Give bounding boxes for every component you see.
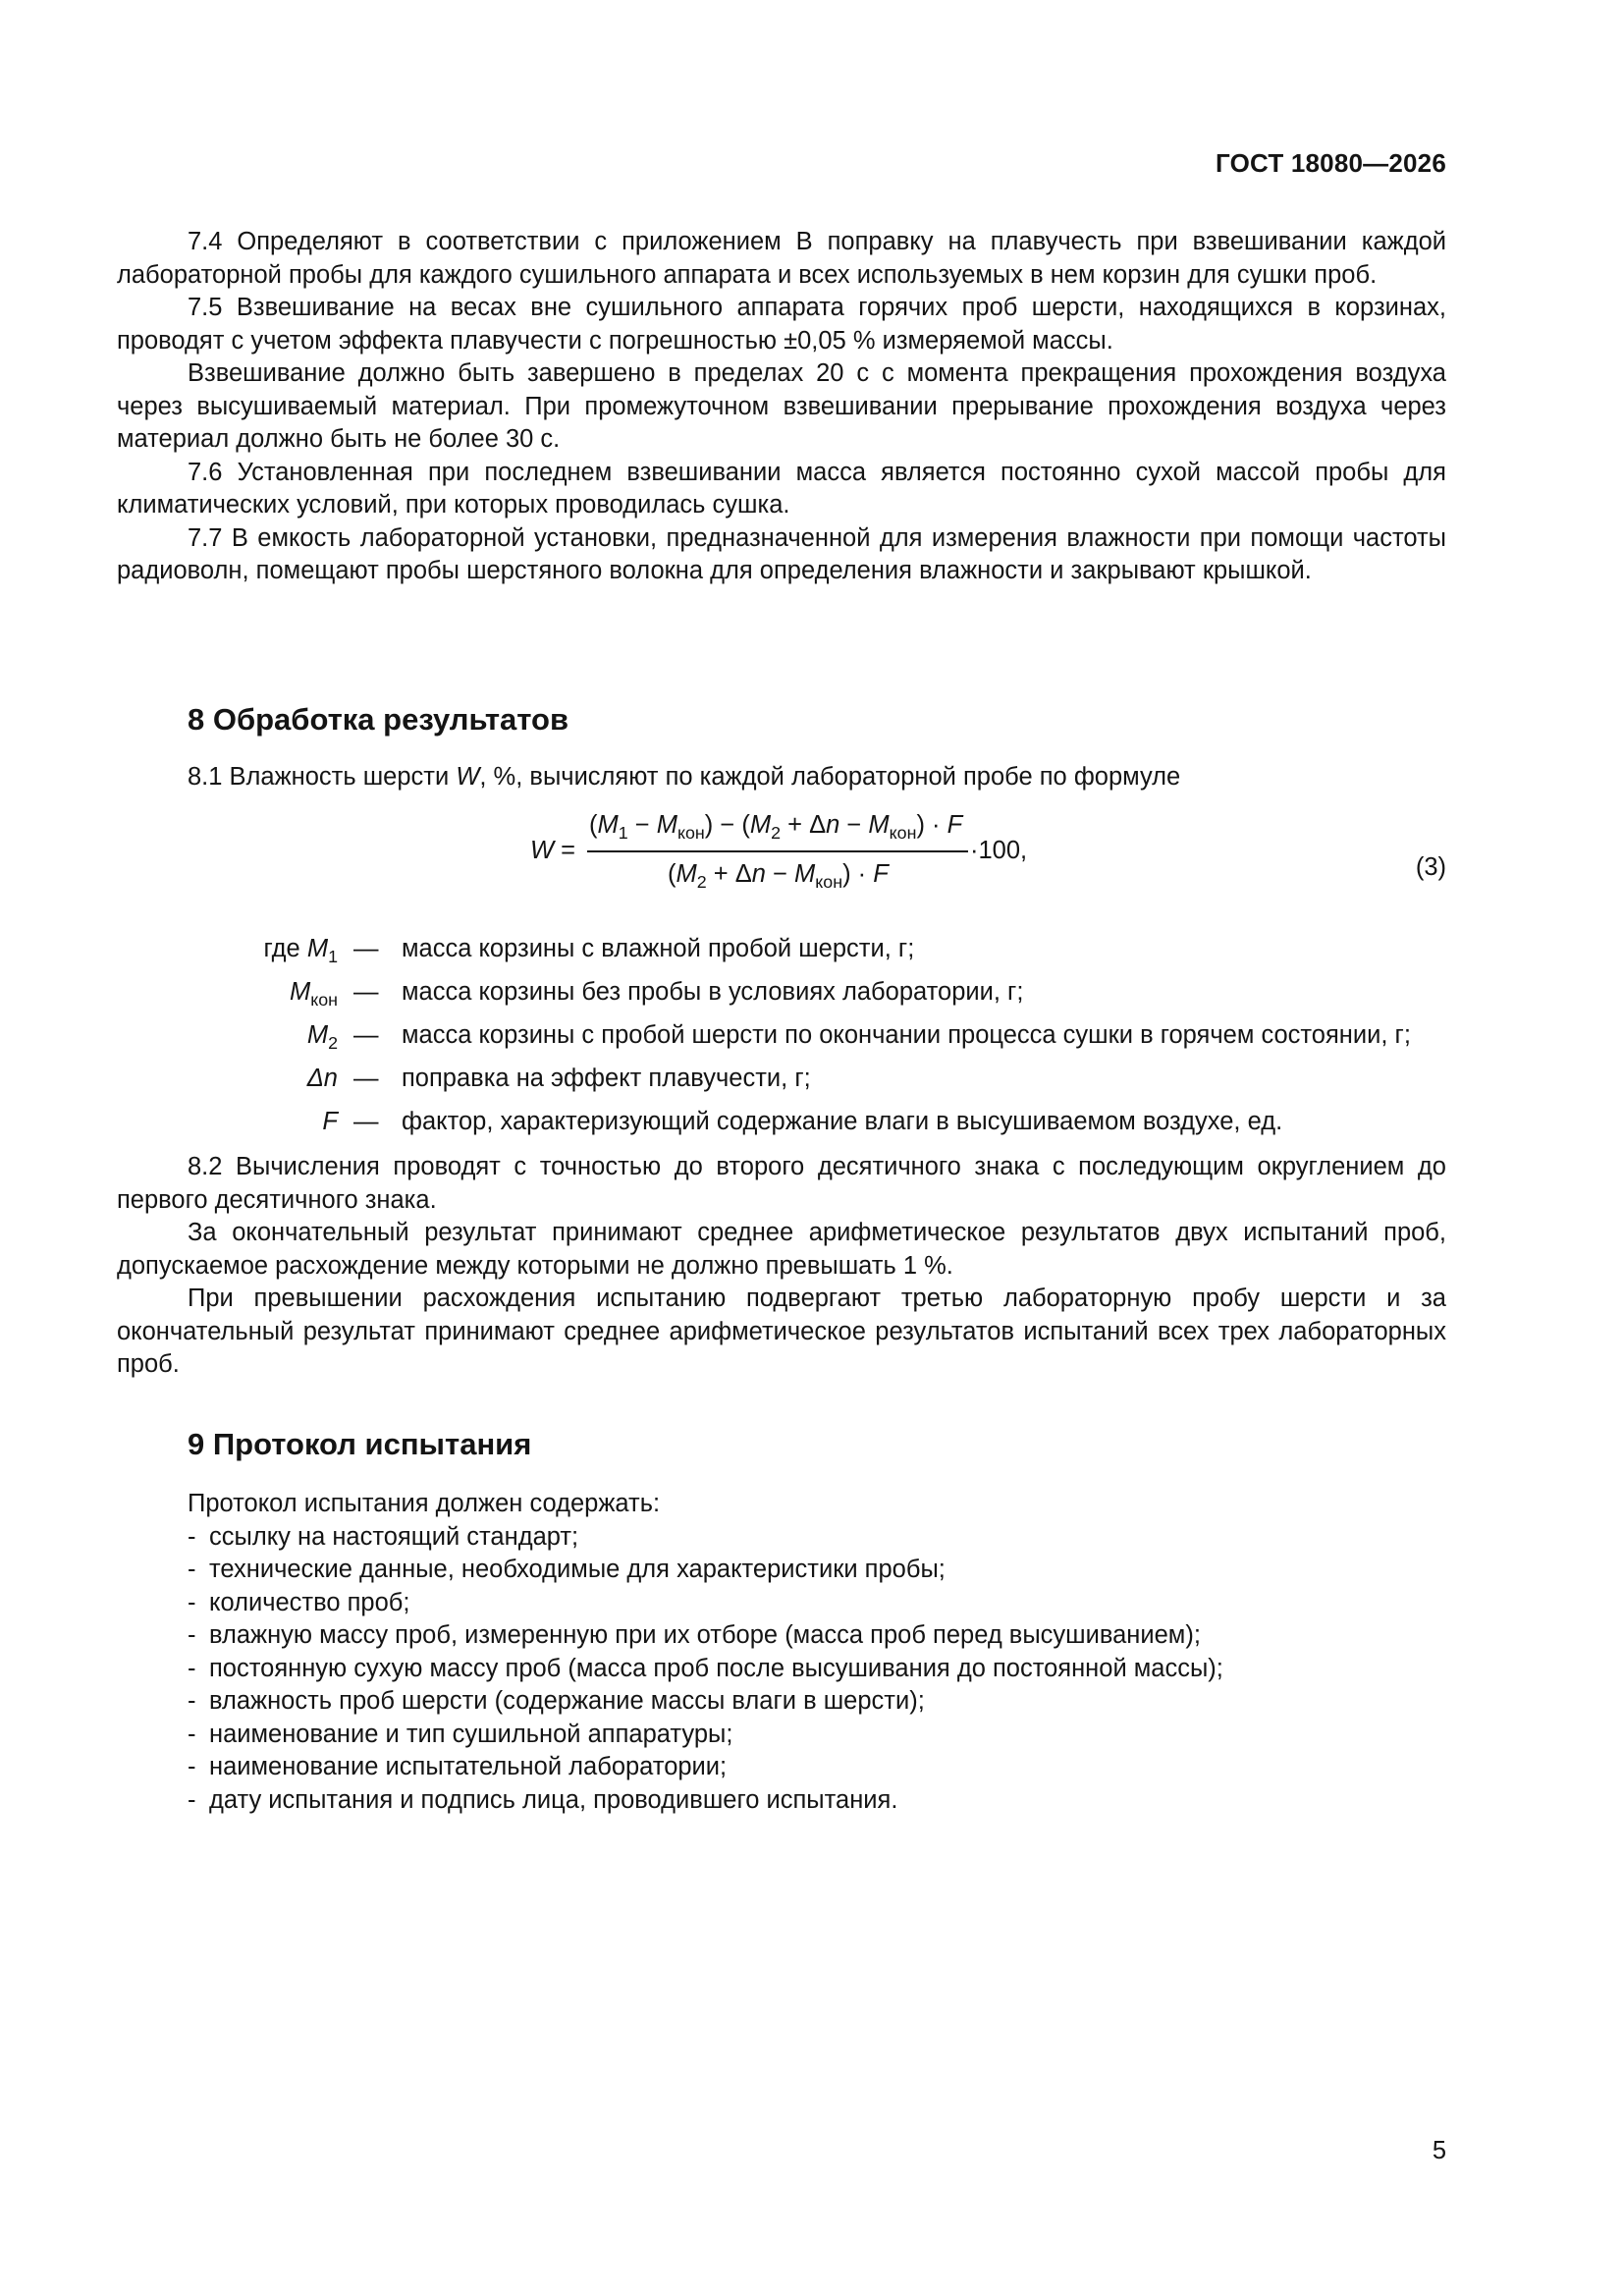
paragraph-7-7: 7.7 В емкость лабораторной установки, предназначенной для измерения влажности при помощи частоты радиоволн, помещают пробы шерстяного волокна для определения влажности и закрывают крышкой.: [117, 523, 1446, 584]
fraction-bar: [587, 850, 968, 852]
list-item: - постоянную сухую массу проб (масса проб после высушивания до постоянной массы);: [188, 1654, 1223, 1682]
paragraph-7-4: 7.4 Определяют в соответствии с приложением В поправку на плавучесть при взвешивании каждой лабораторной пробы для каждого сушильного аппарата и всех используемых в нем корзин для сушки проб.: [117, 228, 1446, 289]
formula-definitions: [117, 935, 1411, 1151]
section-9-heading: 9 Протокол испытания: [188, 1427, 532, 1461]
list-item: - дату испытания и подпись лица, проводившего испытания.: [188, 1785, 898, 1814]
section-7-body: [117, 226, 1446, 588]
list-item: - технические данные, необходимые для характеристики пробы;: [188, 1556, 946, 1583]
formula-numerator: $(M_1 - M_{кон}) - (M_2 + \Delta n - M_{кон}) \cdot F$: [589, 811, 963, 844]
definition-symbol: где $M_1$: [263, 935, 338, 967]
document-header: ГОСТ 18080—2026: [1216, 148, 1446, 178]
list-item: - количество проб;: [188, 1588, 410, 1616]
definition-text: масса корзины без пробы в условиях лаборатории, г;: [402, 978, 1024, 1006]
list-item: - ссылку на настоящий стандарт;: [188, 1522, 579, 1551]
formula-3: [530, 811, 1041, 905]
definition-symbol: F: [322, 1108, 338, 1135]
variable-w: W: [456, 763, 480, 791]
definition-symbol: $M_2$: [306, 1021, 338, 1054]
paragraph-8-1-tail: , %, вычисляют по каждой лабораторной пробе по формуле: [479, 763, 1181, 791]
section-9-body: [188, 1488, 1446, 1817]
paragraph-7-6: 7.6 Установленная при последнем взвешивании масса является постоянно сухой массой пробы для климатических условий, при которых проводилась сушка.: [117, 458, 1446, 519]
definition-text: фактор, характеризующий содержание влаги в высушиваемом воздухе, ед.: [402, 1108, 1283, 1135]
list-item: - наименование и тип сушильной аппаратуры;: [188, 1720, 733, 1748]
formula-denominator: $(M_2 + \Delta n - M_{кон}) \cdot F$: [668, 860, 889, 893]
list-item: - влажность проб шерсти (содержание массы влаги в шерсти);: [188, 1687, 925, 1715]
definition-symbol: Δn: [306, 1065, 338, 1092]
definition-text: масса корзины с пробой шерсти по окончании процесса сушки в горячем состоянии, г;: [402, 1021, 1411, 1049]
page-number: 5: [1432, 2137, 1446, 2164]
definition-symbol: $M_{кон}$: [289, 978, 338, 1011]
paragraph-7-5-weighing: Взвешивание должно быть завершено в пределах 20 с с момента прекращения прохождения воздуха через высушиваемый материал. При промежуточном взвешивании прерывание прохождения воздуха через материал должно быть не более 30 с.: [117, 359, 1446, 453]
paragraph-8-1-lead: 8.1 Влажность шерсти: [188, 763, 457, 791]
definition-row: Δn — поправка на эффект плавучести, г;: [306, 1065, 811, 1092]
paragraph-8-2: 8.2 Вычисления проводят с точностью до второго десятичного знака с последующим округлением до первого десятичного знака.: [117, 1153, 1446, 1214]
paragraph-8-2-discrepancy: При превышении расхождения испытанию подвергают третью лабораторную пробу шерсти и за окончательный результат принимают среднее арифметическое результатов испытаний всех трех лабораторных проб.: [117, 1285, 1446, 1378]
list-item: - влажную массу проб, измеренную при их отборе (масса проб перед высушиванием);: [188, 1621, 1201, 1649]
definition-row: где $M_1$ — масса корзины с влажной пробой шерсти, г;: [263, 935, 915, 967]
definition-row: F — фактор, характеризующий содержание влаги в высушиваемом воздухе, ед.: [322, 1108, 1283, 1135]
protocol-items-list: [188, 1521, 1446, 1818]
definition-text: масса корзины с влажной пробой шерсти, г;: [402, 935, 915, 962]
formula-multiplier: ·100,: [970, 837, 1028, 864]
formula-lhs: W =: [530, 837, 576, 864]
list-item: - наименование испытательной лаборатории;: [188, 1753, 728, 1780]
paragraph-8-1: [117, 761, 1446, 794]
definition-row: $M_{кон}$ — масса корзины без пробы в условиях лаборатории, г;: [289, 978, 1024, 1011]
section-8-heading: 8 Обработка результатов: [188, 702, 569, 737]
paragraph-8-2-final-result: За окончательный результат принимают среднее арифметическое результатов двух испытаний проб, допускаемое расхождение между которыми не должно превышать 1 %.: [117, 1219, 1446, 1280]
equation-number: (3): [1415, 853, 1446, 881]
paragraph-7-5: 7.5 Взвешивание на весах вне сушильного аппарата горячих проб шерсти, находящихся в корзинах, проводят с учетом эффекта плавучести с погрешностью ±0,05 % измеряемой массы.: [117, 294, 1446, 355]
definition-row: $M_2$ — масса корзины с пробой шерсти по окончании процесса сушки в горячем состоянии, г;: [306, 1021, 1411, 1054]
section-8-body: [117, 1151, 1446, 1382]
protocol-intro: Протокол испытания должен содержать:: [188, 1490, 661, 1517]
definition-text: поправка на эффект плавучести, г;: [402, 1065, 811, 1092]
